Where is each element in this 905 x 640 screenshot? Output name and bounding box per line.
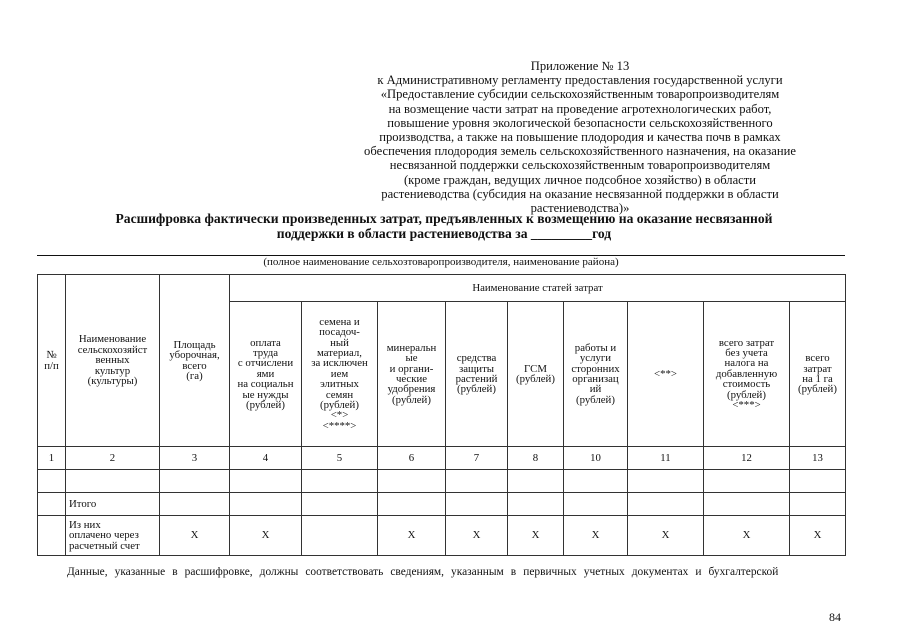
col-header-line: ий <box>589 383 602 396</box>
col-header-line: посадоч- <box>319 326 360 339</box>
col-header-line: ный <box>330 336 349 349</box>
total-cell <box>160 493 230 516</box>
col-header-line: налога на <box>724 357 769 370</box>
col-header-line: (рублей) <box>576 393 615 406</box>
table-cell <box>302 470 378 493</box>
col-header-line: стоимость <box>722 378 771 391</box>
col-header-seeds <box>302 302 378 447</box>
total-cell <box>508 493 564 516</box>
col-header-line: сельскохозяйст <box>77 343 148 356</box>
col-header-number <box>38 275 66 447</box>
paid-cell: X <box>628 516 704 556</box>
col-header-line: ием <box>330 367 349 380</box>
col-header-line: <****> <box>322 419 357 432</box>
col-header-line: ческие <box>395 373 428 385</box>
annex-line: на возмещение части затрат на проведение агротехнологических работ, <box>388 101 772 116</box>
page-number: 84 <box>829 610 841 624</box>
col-header-other <box>628 302 704 447</box>
table-cell <box>704 470 790 493</box>
col-header-area <box>160 275 230 447</box>
table-cell <box>378 470 446 493</box>
paid-cell: X <box>160 516 230 556</box>
footer-note: Данные, указанные в расшифровке, должны соответствовать сведениям, указанным в первичных учетных документах и бухгалтерской <box>67 566 779 578</box>
paid-row-label-line: оплачено через <box>69 529 139 542</box>
col-header-line: (культуры) <box>87 375 138 388</box>
col-header-line: ые <box>405 352 418 365</box>
col-header-line: всего <box>182 359 207 372</box>
col-header-line: <***> <box>732 399 761 412</box>
col-header-line: труда <box>252 346 279 359</box>
col-header-line: культур <box>94 364 131 377</box>
col-header-line: затрат <box>803 362 832 375</box>
table-cell <box>230 470 302 493</box>
paid-cell: X <box>508 516 564 556</box>
table-cell <box>38 470 66 493</box>
column-number-cell: 11 <box>628 447 704 470</box>
table-cell <box>446 470 508 493</box>
col-header-line: материал, <box>317 346 362 359</box>
col-header-line: всего <box>805 352 830 365</box>
column-number-cell: 4 <box>230 447 302 470</box>
col-header-labor <box>230 302 302 447</box>
annex-line: повышение уровня экологической безопасности сельскохозяйственного <box>387 115 773 130</box>
annex-line: производства, а также на повышение плодородия и качества почв в рамках <box>379 130 781 145</box>
paid-cell: X <box>230 516 302 556</box>
total-cell <box>704 493 790 516</box>
title-line-1: Расшифровка фактически произведенных затрат, предъявленных к возмещению на оказание несвязанной <box>115 211 773 226</box>
col-header-line: (рублей) <box>457 383 496 396</box>
col-header-line: организац <box>572 373 619 385</box>
document-title <box>40 211 848 241</box>
title-line-2: поддержки в области растениеводства за _________год <box>276 226 612 241</box>
expense-items-header: Наименование статей затрат <box>230 275 846 302</box>
col-header-line: на социальн <box>237 378 294 391</box>
col-header-line: без учета <box>725 346 768 359</box>
column-number-cell: 8 <box>508 447 564 470</box>
paid-cell: X <box>446 516 508 556</box>
col-header-crop <box>66 275 160 447</box>
total-cell <box>302 493 378 516</box>
annex-line: (кроме граждан, ведущих личное подсобное хозяйство) в области <box>403 172 757 187</box>
col-header-line: семян <box>325 388 354 401</box>
col-header-line: венных <box>95 354 130 367</box>
col-header-line: № <box>46 349 57 362</box>
total-cell <box>38 493 66 516</box>
col-header-line: (рублей) <box>798 383 837 396</box>
table-cell <box>628 470 704 493</box>
col-header-line: защиты <box>458 362 495 375</box>
total-row <box>38 493 846 516</box>
column-number-cell: 1 <box>38 447 66 470</box>
annex-line: «Предоставление субсидии сельскохозяйственным товаропроизводителям <box>380 87 780 102</box>
table-cell <box>508 470 564 493</box>
paid-cell: X <box>564 516 628 556</box>
total-cell <box>230 493 302 516</box>
table-cell <box>790 470 846 493</box>
table-cell <box>564 470 628 493</box>
data-row <box>38 470 846 493</box>
col-header-line: <*> <box>330 409 349 422</box>
total-cell <box>564 493 628 516</box>
col-header-total-excl-vat <box>704 302 790 447</box>
col-header-line: уборочная, <box>169 349 220 362</box>
col-header-plant-protection <box>446 302 508 447</box>
total-cell <box>628 493 704 516</box>
total-cell <box>446 493 508 516</box>
col-header-fuel <box>508 302 564 447</box>
annex-line: растениеводства)» <box>530 201 630 216</box>
col-header-line: минеральн <box>386 341 437 354</box>
column-number-cell: 7 <box>446 447 508 470</box>
column-number-cell: 6 <box>378 447 446 470</box>
annex-line: несвязанной поддержки сельскохозяйственным товаропроизводителям <box>389 158 771 173</box>
column-number-cell: 13 <box>790 447 846 470</box>
total-cell <box>378 493 446 516</box>
col-header-line: работы и <box>574 341 617 354</box>
paid-row-label-line: расчетный счет <box>69 539 140 552</box>
col-header-line: сторонних <box>571 362 620 375</box>
col-header-line: средства <box>456 352 497 365</box>
col-header-line: п/п <box>44 359 59 372</box>
total-cell: Итого <box>66 493 160 516</box>
col-header-line: ями <box>256 367 275 380</box>
paid-cell: X <box>704 516 790 556</box>
col-header-line: Площадь <box>173 338 216 351</box>
column-number-cell: 12 <box>704 447 790 470</box>
col-header-line: за исключен <box>311 357 368 370</box>
col-header-total-per-ha <box>790 302 846 447</box>
col-header-fertilizers <box>378 302 446 447</box>
col-header-line: (га) <box>186 369 203 382</box>
col-header-line: (рублей) <box>516 373 555 385</box>
column-number-cell: 2 <box>66 447 160 470</box>
expenses-table <box>37 274 846 556</box>
col-header-line: ГСМ <box>524 362 547 375</box>
col-header-line: элитных <box>320 378 359 391</box>
col-header-line: ые нужды <box>242 388 289 401</box>
col-header-line: растений <box>455 373 498 385</box>
annex-line: растениеводства (субсидия на оказание несвязанной поддержки в области <box>381 186 779 201</box>
col-header-line: оплата <box>250 336 281 349</box>
col-header-line: (рублей) <box>392 393 431 406</box>
annex-line: Приложение № 13 <box>530 59 630 73</box>
table-cell <box>66 470 160 493</box>
col-header-line: (рублей) <box>320 399 359 412</box>
col-header-line: <**> <box>654 367 677 380</box>
column-number-row <box>38 447 846 470</box>
annex-header <box>300 59 860 215</box>
col-header-third-party-services <box>564 302 628 447</box>
annex-line: к Административному регламенту предоставления государственной услуги <box>377 73 783 88</box>
annex-line: обеспечения плодородия земель сельскохозяйственного назначения, на оказание <box>364 144 796 159</box>
col-header-line: удобрения <box>387 383 436 396</box>
col-header-line: всего затрат <box>718 336 775 349</box>
paid-via-account-row <box>38 516 846 556</box>
col-header-line: с отчислени <box>237 357 294 370</box>
paid-row-label-line: Из них <box>69 518 101 531</box>
col-header-line: добавленную <box>715 367 778 380</box>
table-cell <box>160 470 230 493</box>
column-number-cell: 5 <box>302 447 378 470</box>
col-header-line: (рублей) <box>246 399 285 412</box>
paid-cell <box>302 516 378 556</box>
total-cell <box>790 493 846 516</box>
col-header-line: и органи- <box>389 362 434 375</box>
col-header-line: семена и <box>319 315 360 328</box>
column-number-cell: 10 <box>564 447 628 470</box>
producer-name-caption: (полное наименование сельхозтоваропроизводителя, наименование района) <box>263 256 619 268</box>
paid-row-label <box>66 516 160 556</box>
col-header-line: услуги <box>579 352 612 365</box>
paid-cell: X <box>378 516 446 556</box>
col-header-line: на 1 га <box>802 373 833 385</box>
col-header-line: (рублей) <box>727 388 766 401</box>
table-cell <box>38 516 66 556</box>
column-number-cell: 3 <box>160 447 230 470</box>
col-header-line: Наименование <box>78 333 147 346</box>
paid-cell: X <box>790 516 846 556</box>
